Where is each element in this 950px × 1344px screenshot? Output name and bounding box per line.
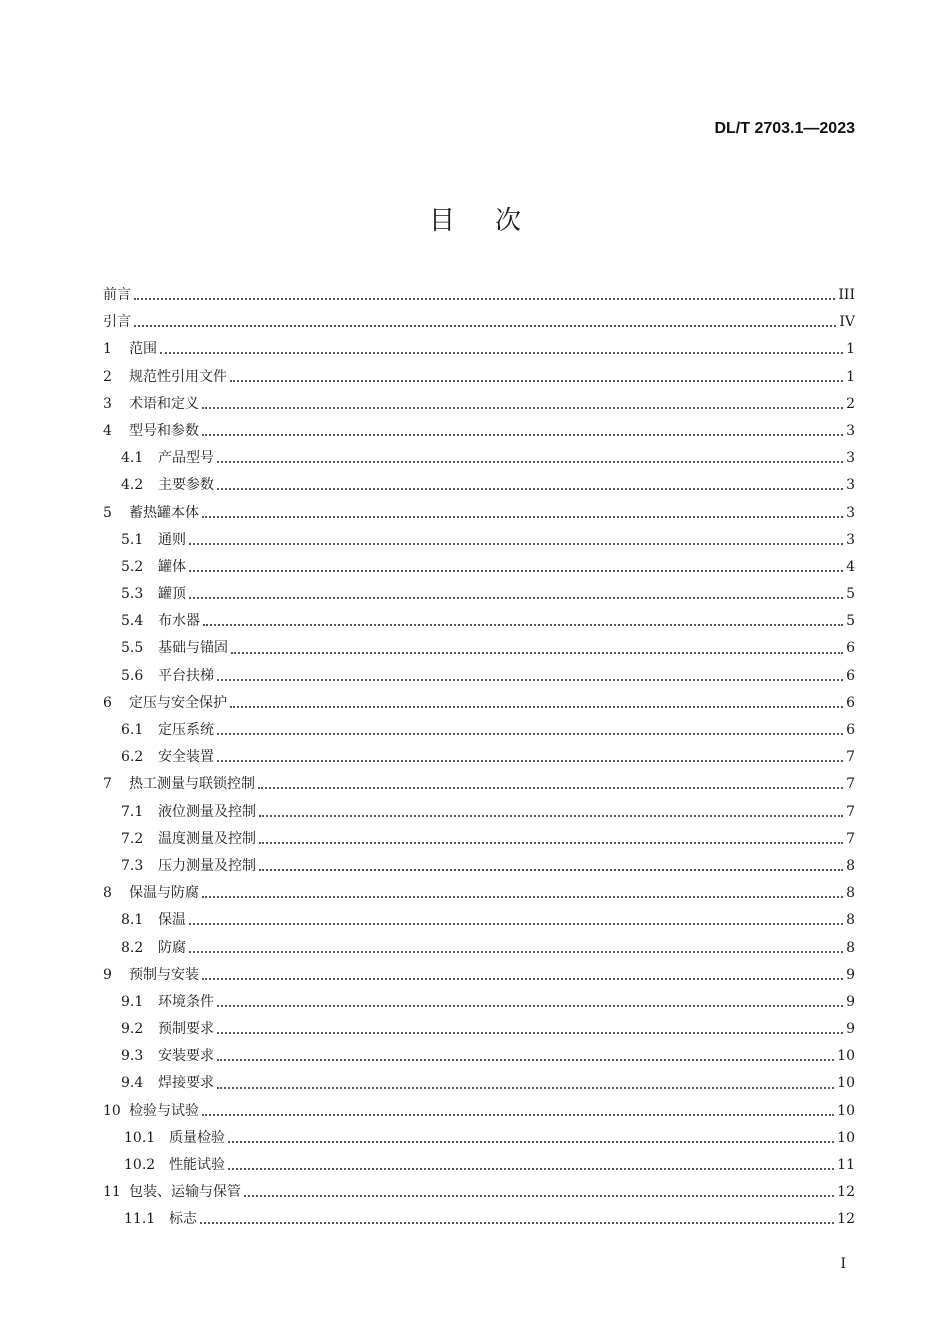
toc-entry-label: 保温与防腐 <box>129 885 199 902</box>
toc-entry-page: 8 <box>846 857 855 874</box>
toc-dot-leader <box>217 1086 834 1089</box>
toc-dot-leader <box>160 351 843 354</box>
toc-entry[interactable] <box>103 500 855 527</box>
toc-entry-number: 7.3 <box>121 857 144 874</box>
toc-entry-page: 6 <box>846 640 855 657</box>
toc-entry-page: 12 <box>837 1184 855 1201</box>
standard-code: DL/T 2703.1—2023 <box>714 120 855 137</box>
toc-entry-label: 安装要求 <box>158 1048 214 1065</box>
toc-entry-label: 型号和参数 <box>129 422 199 439</box>
toc-entry-number: 10 <box>103 1102 121 1119</box>
toc-entry[interactable] <box>103 935 855 962</box>
toc-entry[interactable] <box>103 853 855 880</box>
toc-entry-label: 防腐 <box>158 939 186 956</box>
toc-entry-number: 5.2 <box>121 558 144 575</box>
toc-entry-number: 6 <box>103 694 112 711</box>
toc-entry-label: 定压与安全保护 <box>129 694 227 711</box>
toc-entry-number: 7.2 <box>121 830 144 847</box>
toc-entry[interactable] <box>103 445 855 472</box>
toc-entry-page: 8 <box>846 885 855 902</box>
toc-entry[interactable] <box>103 799 855 826</box>
toc-entry-page: 5 <box>846 613 855 630</box>
toc-entry-label: 安全装置 <box>158 749 214 766</box>
toc-entry-label: 预制与安装 <box>129 966 199 983</box>
toc-dot-leader <box>202 515 843 518</box>
toc-entry-number: 4.2 <box>121 477 144 494</box>
toc-entry-number: 9.2 <box>121 1021 144 1038</box>
toc-entry-number: 6.1 <box>121 722 144 738</box>
toc-entry-page: 5 <box>846 586 855 603</box>
toc-entry-label: 性能试验 <box>169 1157 225 1173</box>
toc-entry-number: 8.1 <box>121 912 144 929</box>
toc-entry[interactable] <box>103 527 855 554</box>
toc-entry[interactable] <box>103 962 855 989</box>
page-title: 目次 <box>428 206 561 236</box>
toc-dot-leader <box>230 379 843 382</box>
toc-dot-leader <box>203 623 843 626</box>
toc-entry[interactable] <box>103 1152 855 1179</box>
toc-entry-page: 1 <box>846 368 855 385</box>
toc-entry-number: 7.1 <box>121 803 144 820</box>
toc-dot-leader <box>259 868 843 871</box>
toc-entry-page: 4 <box>846 558 855 575</box>
toc-entry-page: 6 <box>846 722 855 738</box>
toc-entry-number: 8 <box>103 885 112 902</box>
toc-entry-number: 9 <box>103 966 112 983</box>
toc-dot-leader <box>217 460 843 463</box>
toc-entry-label: 布水器 <box>158 613 200 630</box>
toc-entry[interactable] <box>103 581 855 608</box>
toc-dot-leader <box>217 487 843 490</box>
toc-entry-label: 引言 <box>103 314 131 331</box>
toc-entry[interactable] <box>103 418 855 445</box>
toc-entry-page: 7 <box>846 776 855 793</box>
toc-entry-number: 3 <box>103 395 112 412</box>
table-of-contents <box>103 282 855 1234</box>
toc-entry-page: 8 <box>846 939 855 956</box>
toc-entry[interactable] <box>103 989 855 1016</box>
toc-entry-number: 7 <box>103 776 112 793</box>
toc-entry-label: 环境条件 <box>158 993 214 1010</box>
toc-dot-leader <box>217 1031 843 1034</box>
toc-entry-number: 11 <box>103 1184 121 1201</box>
toc-entry-label: 预制要求 <box>158 1021 214 1038</box>
toc-dot-leader <box>217 678 843 681</box>
toc-entry-number: 6.2 <box>121 749 144 766</box>
toc-entry[interactable] <box>103 1179 855 1206</box>
toc-entry-label: 罐顶 <box>158 586 186 603</box>
toc-entry-page: 10 <box>837 1075 855 1092</box>
toc-entry-label: 热工测量与联锁控制 <box>129 776 255 793</box>
toc-entry-number: 4 <box>103 422 112 439</box>
toc-dot-leader <box>134 324 836 327</box>
toc-entry-number: 9.3 <box>121 1048 144 1065</box>
toc-entry[interactable] <box>103 635 855 662</box>
toc-entry-page: 7 <box>846 830 855 847</box>
toc-entry-page: 8 <box>846 912 855 929</box>
toc-entry-label: 产品型号 <box>158 450 214 467</box>
toc-entry-label: 蓄热罐本体 <box>129 504 199 521</box>
toc-dot-leader <box>258 786 843 789</box>
toc-entry-page: 9 <box>846 1021 855 1038</box>
toc-entry-page: 9 <box>846 966 855 983</box>
toc-entry[interactable] <box>103 364 855 391</box>
toc-dot-leader <box>202 433 843 436</box>
toc-entry-number: 4.1 <box>121 450 144 467</box>
toc-dot-leader <box>228 1140 834 1143</box>
toc-entry-number: 10.2 <box>124 1157 156 1173</box>
toc-dot-leader <box>189 950 843 953</box>
toc-entry-page: 10 <box>837 1102 855 1119</box>
toc-entry-page: 10 <box>837 1129 855 1146</box>
toc-entry-page: 10 <box>837 1048 855 1065</box>
toc-entry-page: 6 <box>846 667 855 684</box>
toc-entry-label: 规范性引用文件 <box>129 368 227 385</box>
toc-entry[interactable] <box>103 1043 855 1070</box>
toc-entry[interactable] <box>103 336 855 363</box>
toc-entry-page: 3 <box>846 531 855 548</box>
toc-entry-number: 5 <box>103 504 112 521</box>
toc-dot-leader <box>202 406 843 409</box>
toc-entry-page: 2 <box>846 395 855 412</box>
toc-entry-label: 压力测量及控制 <box>158 857 256 874</box>
toc-entry-number: 8.2 <box>121 939 144 956</box>
toc-entry[interactable] <box>103 1016 855 1043</box>
toc-entry-label: 定压系统 <box>158 722 214 738</box>
toc-dot-leader <box>244 1194 834 1197</box>
toc-entry[interactable] <box>103 1125 855 1152</box>
toc-entry-page: 3 <box>846 477 855 494</box>
toc-dot-leader <box>200 1221 834 1224</box>
toc-entry[interactable] <box>103 690 855 717</box>
toc-entry[interactable] <box>103 1070 855 1097</box>
toc-entry-page: 3 <box>846 504 855 521</box>
toc-entry-page: III <box>838 287 855 303</box>
toc-dot-leader <box>228 1167 834 1170</box>
toc-entry[interactable] <box>103 391 855 418</box>
toc-entry[interactable] <box>103 744 855 771</box>
toc-dot-leader <box>230 705 843 708</box>
toc-dot-leader <box>217 1058 834 1061</box>
toc-entry[interactable] <box>103 309 855 336</box>
toc-entry-number: 9.1 <box>121 993 144 1010</box>
toc-entry[interactable] <box>103 554 855 581</box>
toc-entry-number: 5.1 <box>121 531 144 548</box>
toc-entry-label: 前言 <box>103 287 131 303</box>
toc-entry-page: 3 <box>846 422 855 439</box>
toc-entry-number: 1 <box>103 341 112 358</box>
toc-dot-leader <box>231 651 843 654</box>
toc-dot-leader <box>217 1004 843 1007</box>
toc-entry[interactable] <box>103 717 855 744</box>
toc-entry-number: 5.6 <box>121 667 144 684</box>
toc-entry-number: 5.3 <box>121 586 144 603</box>
toc-dot-leader <box>217 759 843 762</box>
toc-entry-label: 检验与试验 <box>129 1102 199 1119</box>
toc-entry-number: 10.1 <box>124 1129 156 1146</box>
toc-entry[interactable] <box>103 1098 855 1125</box>
toc-entry-page: IV <box>839 314 855 331</box>
toc-dot-leader <box>259 814 843 817</box>
footer-page-number: I <box>840 1256 846 1272</box>
toc-dot-leader <box>259 841 843 844</box>
toc-dot-leader <box>202 977 843 980</box>
toc-entry-number: 11.1 <box>124 1211 156 1228</box>
toc-entry-page: 7 <box>846 749 855 766</box>
toc-entry-label: 罐体 <box>158 558 186 575</box>
toc-entry-page: 6 <box>846 694 855 711</box>
toc-entry-number: 5.5 <box>121 640 144 657</box>
toc-entry-label: 基础与锚固 <box>158 640 228 657</box>
toc-dot-leader <box>134 297 835 300</box>
toc-entry-page: 11 <box>837 1157 855 1173</box>
toc-entry-label: 焊接要求 <box>158 1075 214 1092</box>
toc-entry-label: 包装、运输与保管 <box>129 1184 241 1201</box>
toc-dot-leader <box>217 732 843 735</box>
toc-dot-leader <box>189 596 843 599</box>
toc-entry-number: 5.4 <box>121 613 144 630</box>
toc-entry-page: 1 <box>846 341 855 358</box>
toc-entry[interactable] <box>103 826 855 853</box>
toc-entry-label: 通则 <box>158 531 186 548</box>
toc-entry-number: 2 <box>103 368 112 385</box>
toc-entry[interactable] <box>103 1206 855 1233</box>
toc-entry-label: 液位测量及控制 <box>158 803 256 820</box>
toc-entry-label: 术语和定义 <box>129 395 199 412</box>
toc-entry[interactable] <box>103 472 855 499</box>
toc-entry-label: 保温 <box>158 912 186 929</box>
toc-entry[interactable] <box>103 608 855 635</box>
toc-dot-leader <box>202 1113 834 1116</box>
toc-entry-number: 9.4 <box>121 1075 144 1092</box>
toc-entry-label: 温度测量及控制 <box>158 830 256 847</box>
toc-entry-label: 范围 <box>129 341 157 358</box>
toc-entry[interactable] <box>103 907 855 934</box>
toc-entry-page: 3 <box>846 450 855 467</box>
toc-entry[interactable] <box>103 771 855 798</box>
toc-dot-leader <box>189 922 843 925</box>
toc-entry-page: 9 <box>846 993 855 1010</box>
toc-entry-label: 质量检验 <box>169 1129 225 1146</box>
toc-entry-label: 标志 <box>169 1211 197 1228</box>
toc-entry-page: 12 <box>837 1211 855 1228</box>
toc-entry[interactable] <box>103 282 855 309</box>
toc-entry-label: 平台扶梯 <box>158 667 214 684</box>
toc-entry[interactable] <box>103 663 855 690</box>
toc-entry[interactable] <box>103 880 855 907</box>
toc-dot-leader <box>202 895 843 898</box>
toc-dot-leader <box>189 569 843 572</box>
toc-entry-label: 主要参数 <box>158 477 214 494</box>
toc-dot-leader <box>189 542 843 545</box>
toc-entry-page: 7 <box>846 803 855 820</box>
